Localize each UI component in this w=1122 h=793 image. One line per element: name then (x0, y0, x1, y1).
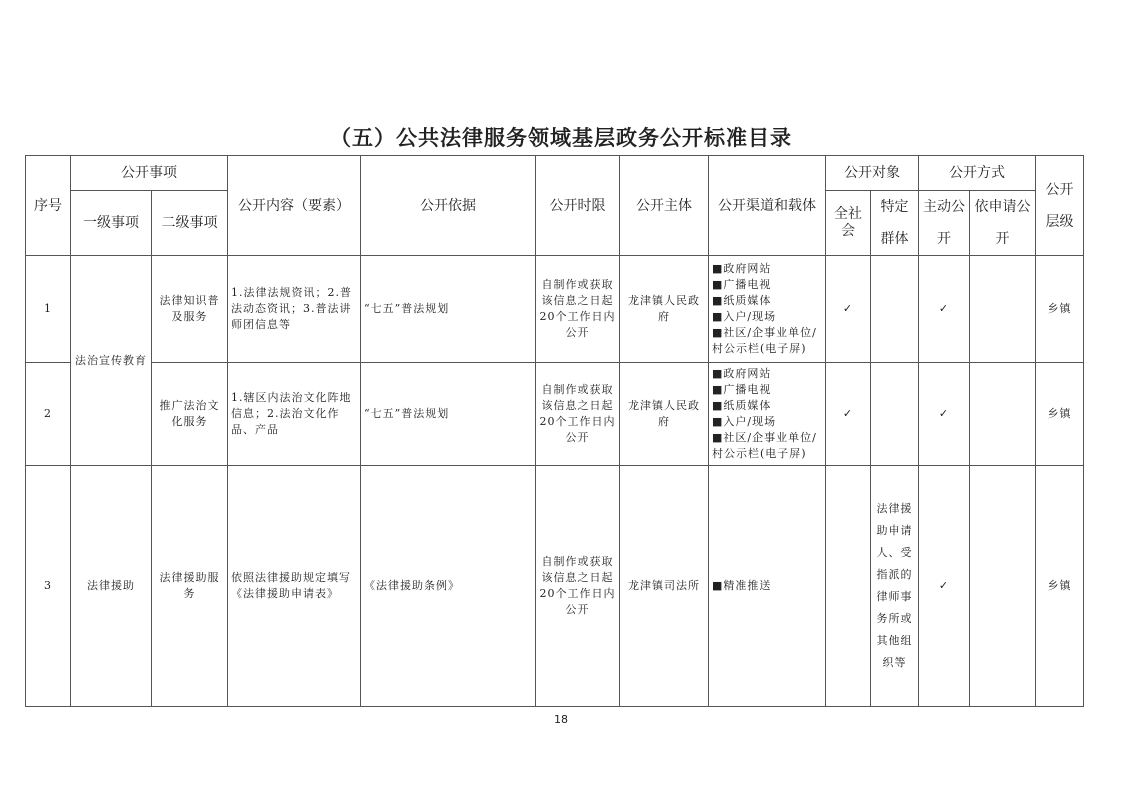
header-method: 公开方式 (919, 156, 1036, 191)
cell-specific (871, 256, 919, 363)
channel-item: ■政府网站 (712, 262, 772, 275)
cell-channels (709, 466, 826, 707)
header-level: 公开层级 (1036, 156, 1084, 256)
cell-subject: 龙津镇人民政府 (620, 256, 709, 363)
header-audience-specific: 特定群体 (871, 191, 919, 256)
page-number: 18 (554, 713, 568, 726)
cell-time-limit: 自制作或获取该信息之日起20个工作日内公开 (536, 256, 620, 363)
header-audience: 公开对象 (826, 156, 919, 191)
check-active: ✓ (919, 256, 970, 363)
channel-item: ■纸质媒体 (712, 294, 772, 307)
check-all: ✓ (826, 256, 871, 363)
channel-item: ■广播电视 (712, 383, 772, 396)
cell-basis: “七五”普法规划 (361, 256, 536, 363)
check-all: ✓ (826, 363, 871, 466)
check-active: ✓ (919, 466, 970, 707)
cell-basis: “七五”普法规划 (361, 363, 536, 466)
cell-specific: 法律援助申请人、受指派的律师事务所或其他组织等 (871, 466, 919, 707)
channel-item: ■社区/企事业单位/村公示栏(电子屏) (712, 431, 817, 460)
check-active: ✓ (919, 363, 970, 466)
check-all (826, 466, 871, 707)
cell-time-limit: 自制作或获取该信息之日起20个工作日内公开 (536, 363, 620, 466)
channel-item: ■政府网站 (712, 367, 772, 380)
cell-level: 乡镇 (1036, 363, 1084, 466)
cell-channels (709, 363, 826, 466)
cell-channels (709, 256, 826, 363)
channel-item: ■入户/现场 (712, 415, 777, 428)
channel-item: ■纸质媒体 (712, 399, 772, 412)
channel-item: ■广播电视 (712, 278, 772, 291)
cell-seq: 2 (26, 363, 71, 466)
cell-content: 依照法律援助规定填写《法律援助申请表》 (228, 466, 361, 707)
header-level1: 一级事项 (71, 191, 152, 256)
cell-content: 1.法律法规资讯；2.普法动态资讯；3.普法讲师团信息等 (228, 256, 361, 363)
cell-subject: 龙津镇司法所 (620, 466, 709, 707)
page-title: （五）公共法律服务领域基层政务公开标准目录 (330, 126, 792, 150)
header-matters: 公开事项 (71, 156, 228, 191)
cell-specific (871, 363, 919, 466)
header-method-active: 主动公开 (919, 191, 970, 256)
cell-level1: 法治宣传教育 (71, 256, 152, 466)
table-row (26, 466, 1084, 707)
catalog-table (25, 155, 1084, 707)
cell-request (970, 363, 1036, 466)
cell-request (970, 466, 1036, 707)
header-seq: 序号 (26, 156, 71, 256)
header-audience-all: 全社会 (826, 191, 871, 256)
cell-subject: 龙津镇人民政府 (620, 363, 709, 466)
header-method-request: 依申请公开 (970, 191, 1036, 256)
header-subject: 公开主体 (620, 156, 709, 256)
cell-level2: 推广法治文化服务 (152, 363, 228, 466)
channel-item: ■精准推送 (712, 579, 772, 592)
cell-seq: 1 (26, 256, 71, 363)
header-time-limit: 公开时限 (536, 156, 620, 256)
header-channel: 公开渠道和载体 (709, 156, 826, 256)
cell-level: 乡镇 (1036, 256, 1084, 363)
cell-request (970, 256, 1036, 363)
table-row (26, 256, 1084, 363)
header-level2: 二级事项 (152, 191, 228, 256)
channel-item: ■入户/现场 (712, 310, 777, 323)
cell-basis: 《法律援助条例》 (361, 466, 536, 707)
cell-level1: 法律援助 (71, 466, 152, 707)
cell-level: 乡镇 (1036, 466, 1084, 707)
cell-level2: 法律知识普及服务 (152, 256, 228, 363)
header-content: 公开内容（要素） (228, 156, 361, 256)
channel-item: ■社区/企事业单位/村公示栏(电子屏) (712, 326, 817, 355)
cell-level2: 法律援助服务 (152, 466, 228, 707)
cell-time-limit: 自制作或获取该信息之日起20个工作日内公开 (536, 466, 620, 707)
cell-content: 1.辖区内法治文化阵地信息；2.法治文化作品、产品 (228, 363, 361, 466)
header-basis: 公开依据 (361, 156, 536, 256)
table-row (26, 363, 1084, 466)
cell-seq: 3 (26, 466, 71, 707)
